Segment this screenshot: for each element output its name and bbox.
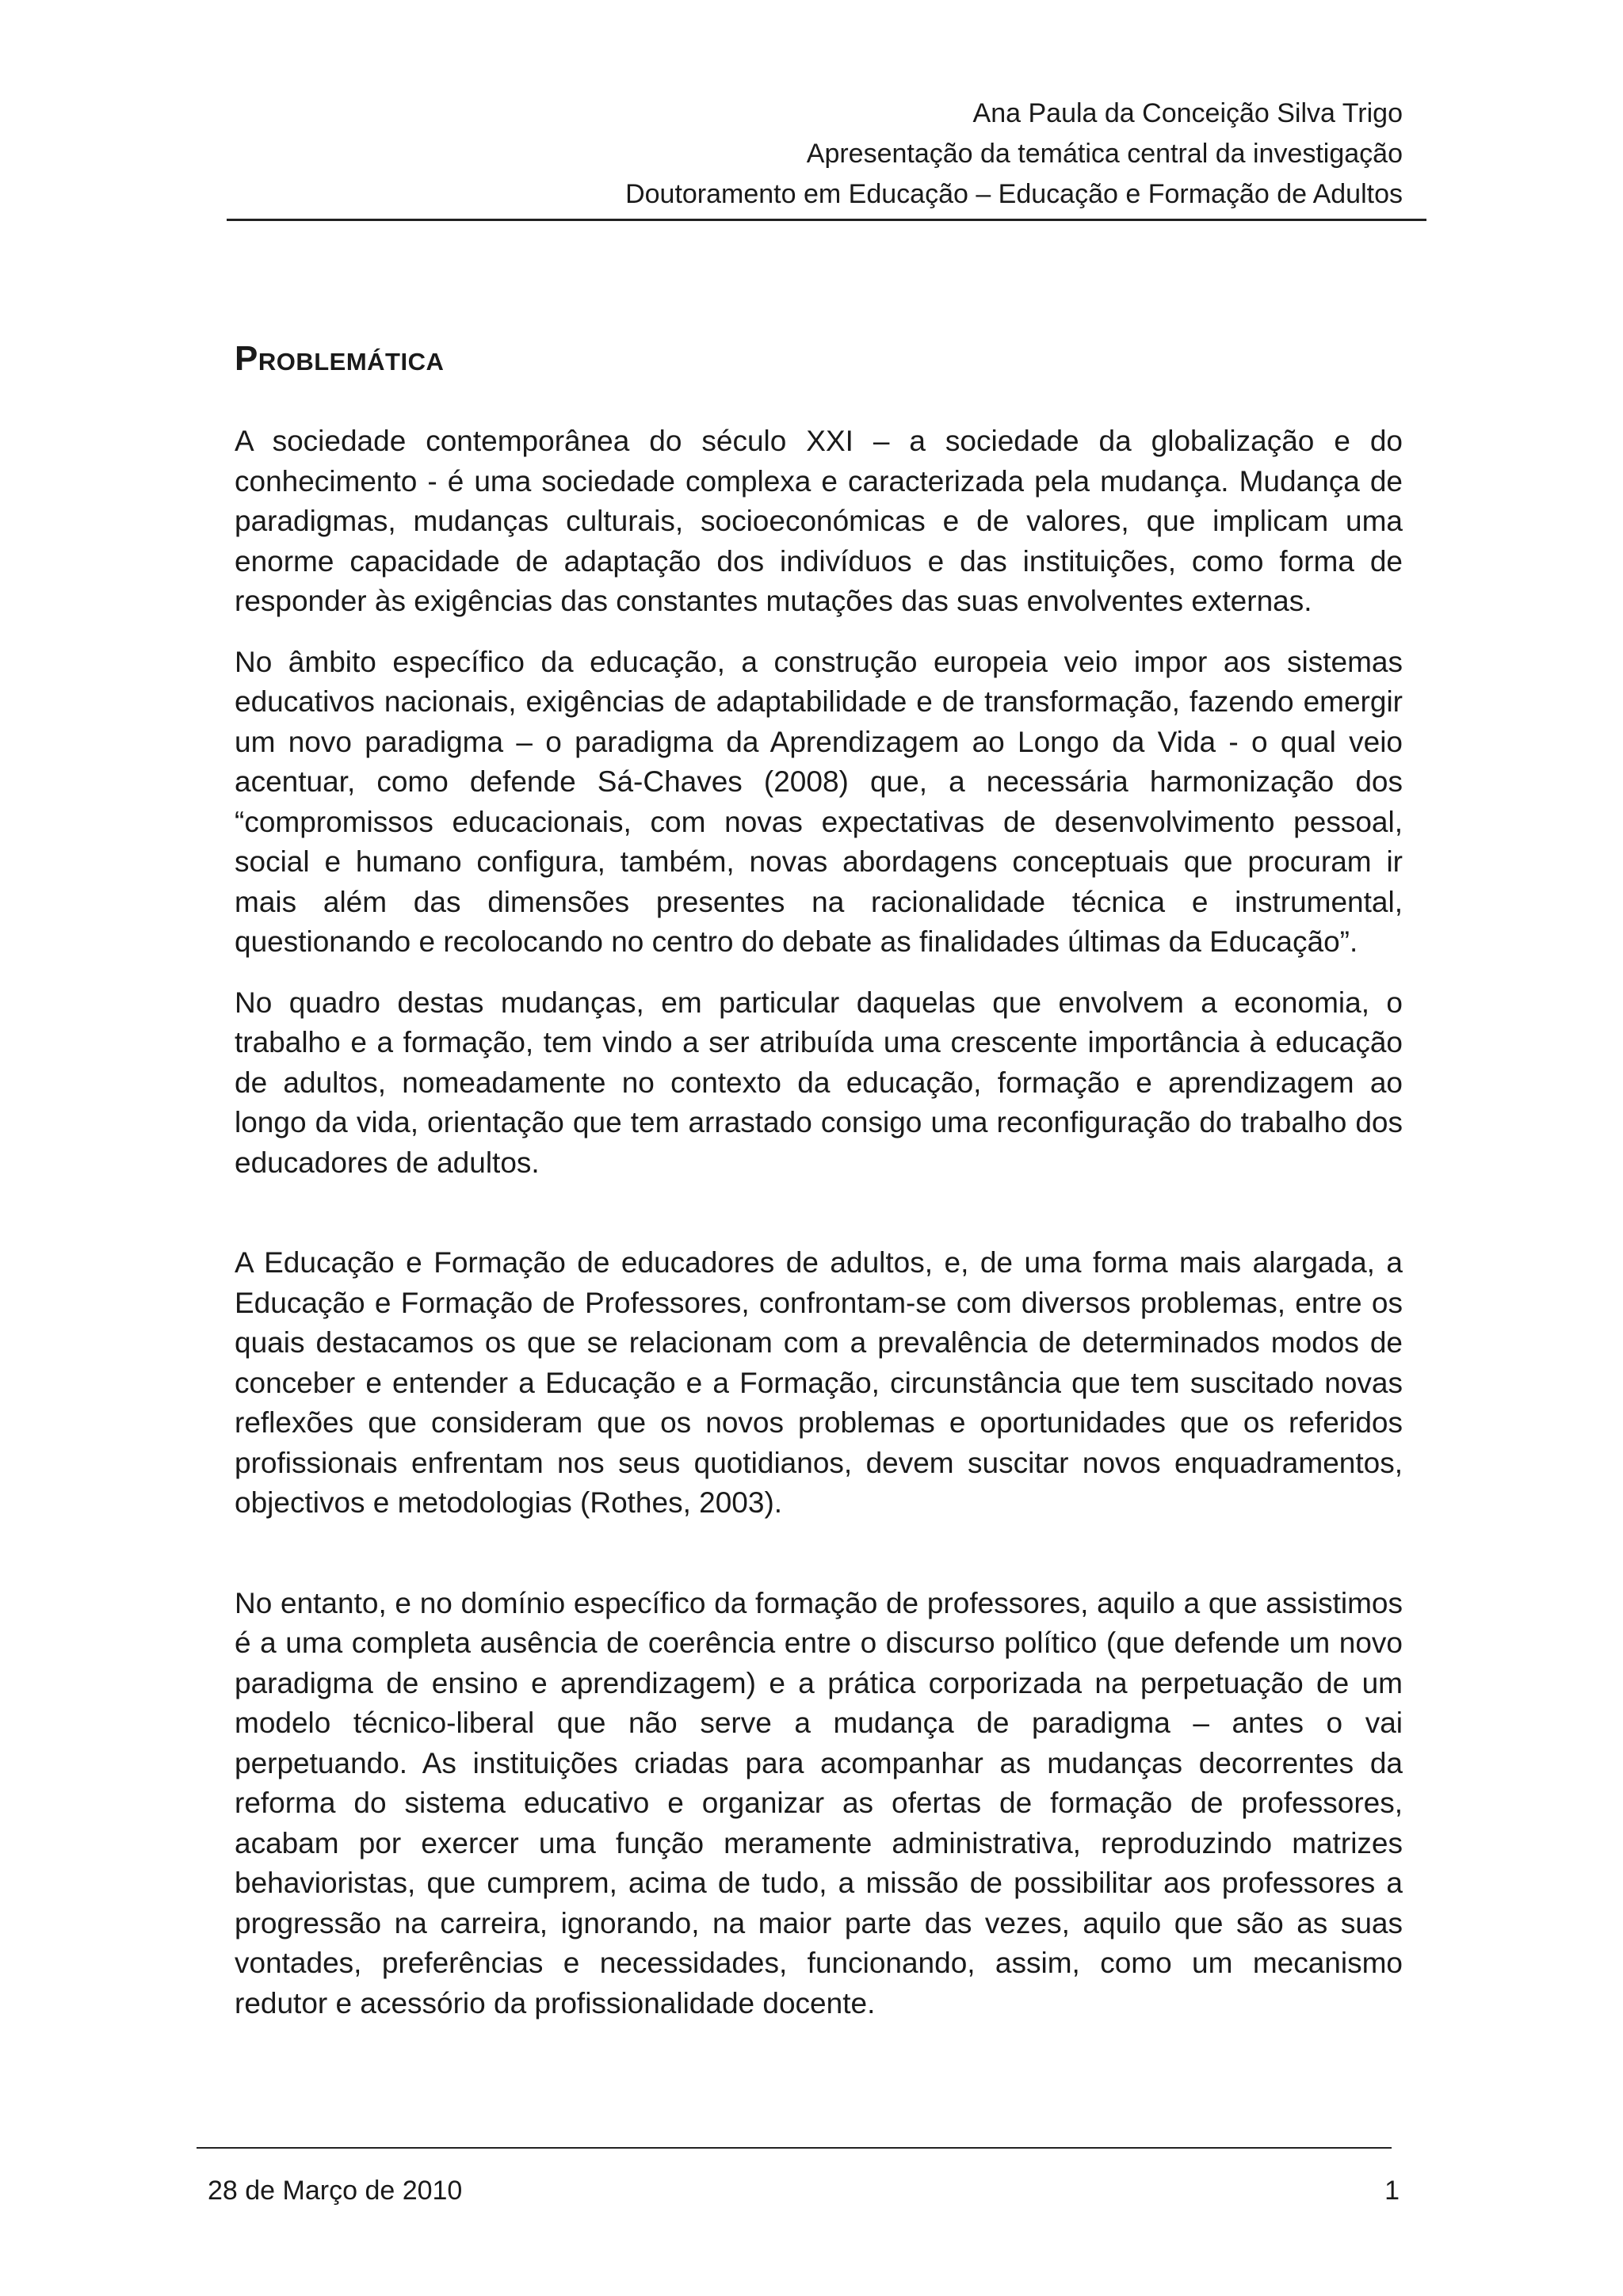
footer-date: 28 de Março de 2010 — [208, 2176, 463, 2206]
paragraph: A Educação e Formação de educadores de adultos, e, de uma forma mais alargada, a Educação e Formação de Professores, confrontam-se com diversos problemas, entre os quais destacamos os que se relacionam com a prevalência de determinados modos de conceber e entender a Educação e a Formação, circunstância que tem suscitado novas reflexões que consideram que os novos problemas e oportunidades que os referidos profissionais enfrentam nos seus quotidianos, devem suscitar novos enquadramentos, objectivos e metodologias (Rothes, 2003). — [235, 1246, 1403, 1519]
header-program: Doutoramento em Educação – Educação e Formação de Adultos — [625, 179, 1403, 209]
header-divider — [227, 219, 1426, 221]
paragraph: No entanto, e no domínio específico da formação de professores, aquilo a que assistimos é a uma completa ausência de coerência entre o discurso político (que defende um novo paradigma de ensino e aprendizagem) e a prática corporizada na perpetuação de um modelo técnico-liberal que não serve a mudança de paradigma – antes o vai perpetuando. As instituições criadas para acompanhar as mudanças decorrentes da reforma do sistema educativo e organizar as ofertas de formação de professores, acabam por exercer uma função meramente administrativa, reproduzindo matrizes behavioristas, que cumprem, acima de tudo, a missão de possibilitar aos professores a progressão na carreira, ignorando, na maior parte das vezes, aquilo que são as suas vontades, preferências e necessidades, funcionando, assim, como um mecanismo redutor e acessório da profissionalidade docente. — [235, 1586, 1403, 2019]
section-title: Problemática — [235, 339, 445, 378]
body-text — [235, 421, 1403, 2023]
header-subtitle: Apresentação da temática central da investigação — [806, 139, 1403, 169]
paragraph: No âmbito específico da educação, a construção europeia veio impor aos sistemas educativos nacionais, exigências de adaptabilidade e de transformação, fazendo emergir um novo paradigma – o paradigma da Aprendizagem ao Longo da Vida - o qual veio acentuar, como defende Sá-Chaves (2008) que, a necessária harmonização dos “compromissos educacionais, com novas expectativas de desenvolvimento pessoal, social e humano configura, também, novas abordagens conceptuais que procuram ir mais além das dimensões presentes na racionalidade técnica e instrumental, questionando e recolocando no centro do debate as finalidades últimas da Educação”. — [235, 645, 1403, 958]
page-header — [625, 93, 1403, 215]
paragraph: No quadro destas mudanças, em particular daquelas que envolvem a economia, o trabalho e a formação, tem vindo a ser atribuída uma crescente importância à educação de adultos, nomeadamente no contexto da educação, formação e aprendizagem ao longo da vida, orientação que tem arrastado consigo uma reconfiguração do trabalho dos educadores de adultos. — [235, 986, 1403, 1179]
header-author: Ana Paula da Conceição Silva Trigo — [972, 98, 1403, 128]
page-number: 1 — [1384, 2176, 1400, 2206]
footer-divider — [197, 2147, 1392, 2149]
paragraph: A sociedade contemporânea do século XXI – a sociedade da globalização e do conhecimento - é uma sociedade complexa e caracterizada pela mudança. Mudança de paradigmas, mudanças culturais, socioeconómicas e de valores, que implicam uma enorme capacidade de adaptação dos indivíduos e das instituições, como forma de responder às exigências das constantes mutações das suas envolventes externas. — [235, 425, 1403, 617]
